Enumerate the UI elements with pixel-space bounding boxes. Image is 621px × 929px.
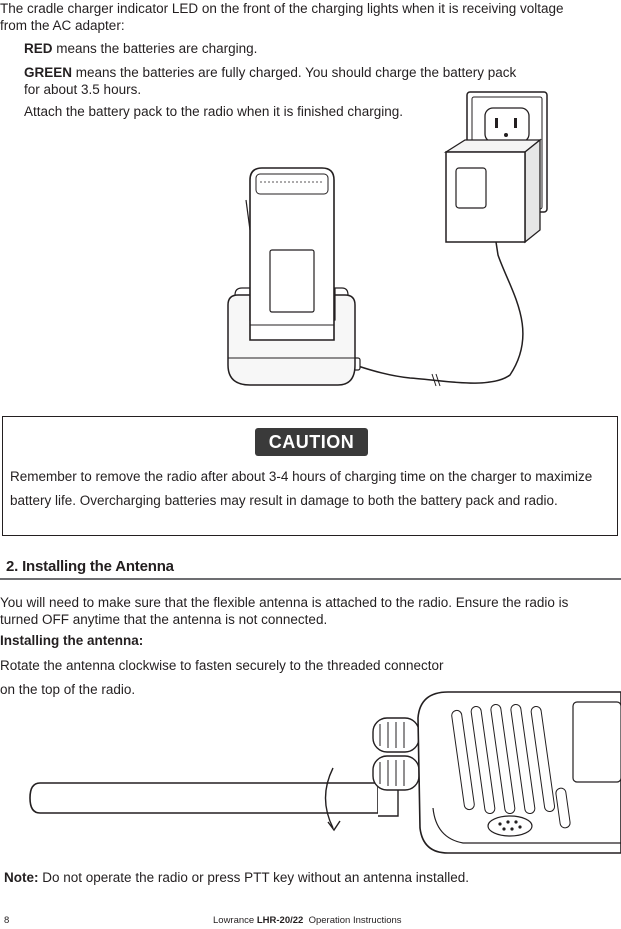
- attach-instruction: Attach the battery pack to the radio when it is finished charging.: [24, 104, 403, 119]
- antenna-para-line-1: You will need to make sure that the flexible antenna is attached to the radio. Ensure the radio is: [0, 595, 569, 610]
- green-label: GREEN: [24, 65, 73, 80]
- section-divider: [0, 578, 621, 580]
- note-text: Do not operate the radio or press PTT key without an antenna installed.: [38, 870, 470, 885]
- red-label: RED: [24, 41, 53, 56]
- caution-text: Remember to remove the radio after about 3-4 hours of charging time on the charger to maximize battery life. Overcharging batteries may result in damage to both the battery pack and radio.: [10, 469, 593, 508]
- page-number: 8: [4, 915, 10, 926]
- footer-title: [213, 915, 402, 926]
- antenna-step-line-2: on the top of the radio.: [0, 682, 136, 697]
- footer-model: LHR-20/22: [256, 915, 304, 926]
- green-text: means the batteries are fully charged. You should charge the battery pack: [72, 65, 517, 80]
- antenna-subheading: Installing the antenna:: [0, 633, 144, 648]
- footer-brand: Lowrance: [213, 915, 257, 926]
- red-indicator-line: [24, 40, 257, 57]
- green-indicator-line-2: for about 3.5 hours.: [24, 82, 142, 97]
- antenna-step-line-1: Rotate the antenna clockwise to fasten securely to the threaded connector: [0, 658, 444, 673]
- caution-badge: CAUTION: [255, 428, 368, 456]
- antenna-install-illustration: [28, 688, 621, 860]
- footer-doc-title: Operation Instructions: [303, 915, 402, 926]
- section-title: 2. Installing the Antenna: [6, 558, 174, 575]
- charger-cradle-illustration: [210, 90, 560, 395]
- note-line: [4, 869, 469, 886]
- note-label: Note:: [4, 870, 39, 885]
- intro-line-2: from the AC adapter:: [0, 18, 125, 33]
- red-text: means the batteries are charging.: [52, 41, 258, 56]
- green-indicator-line: [24, 64, 516, 81]
- antenna-para-line-2: turned OFF anytime that the antenna is not connected.: [0, 612, 328, 627]
- intro-line-1: The cradle charger indicator LED on the front of the charging lights when it is receiving voltage: [0, 1, 564, 16]
